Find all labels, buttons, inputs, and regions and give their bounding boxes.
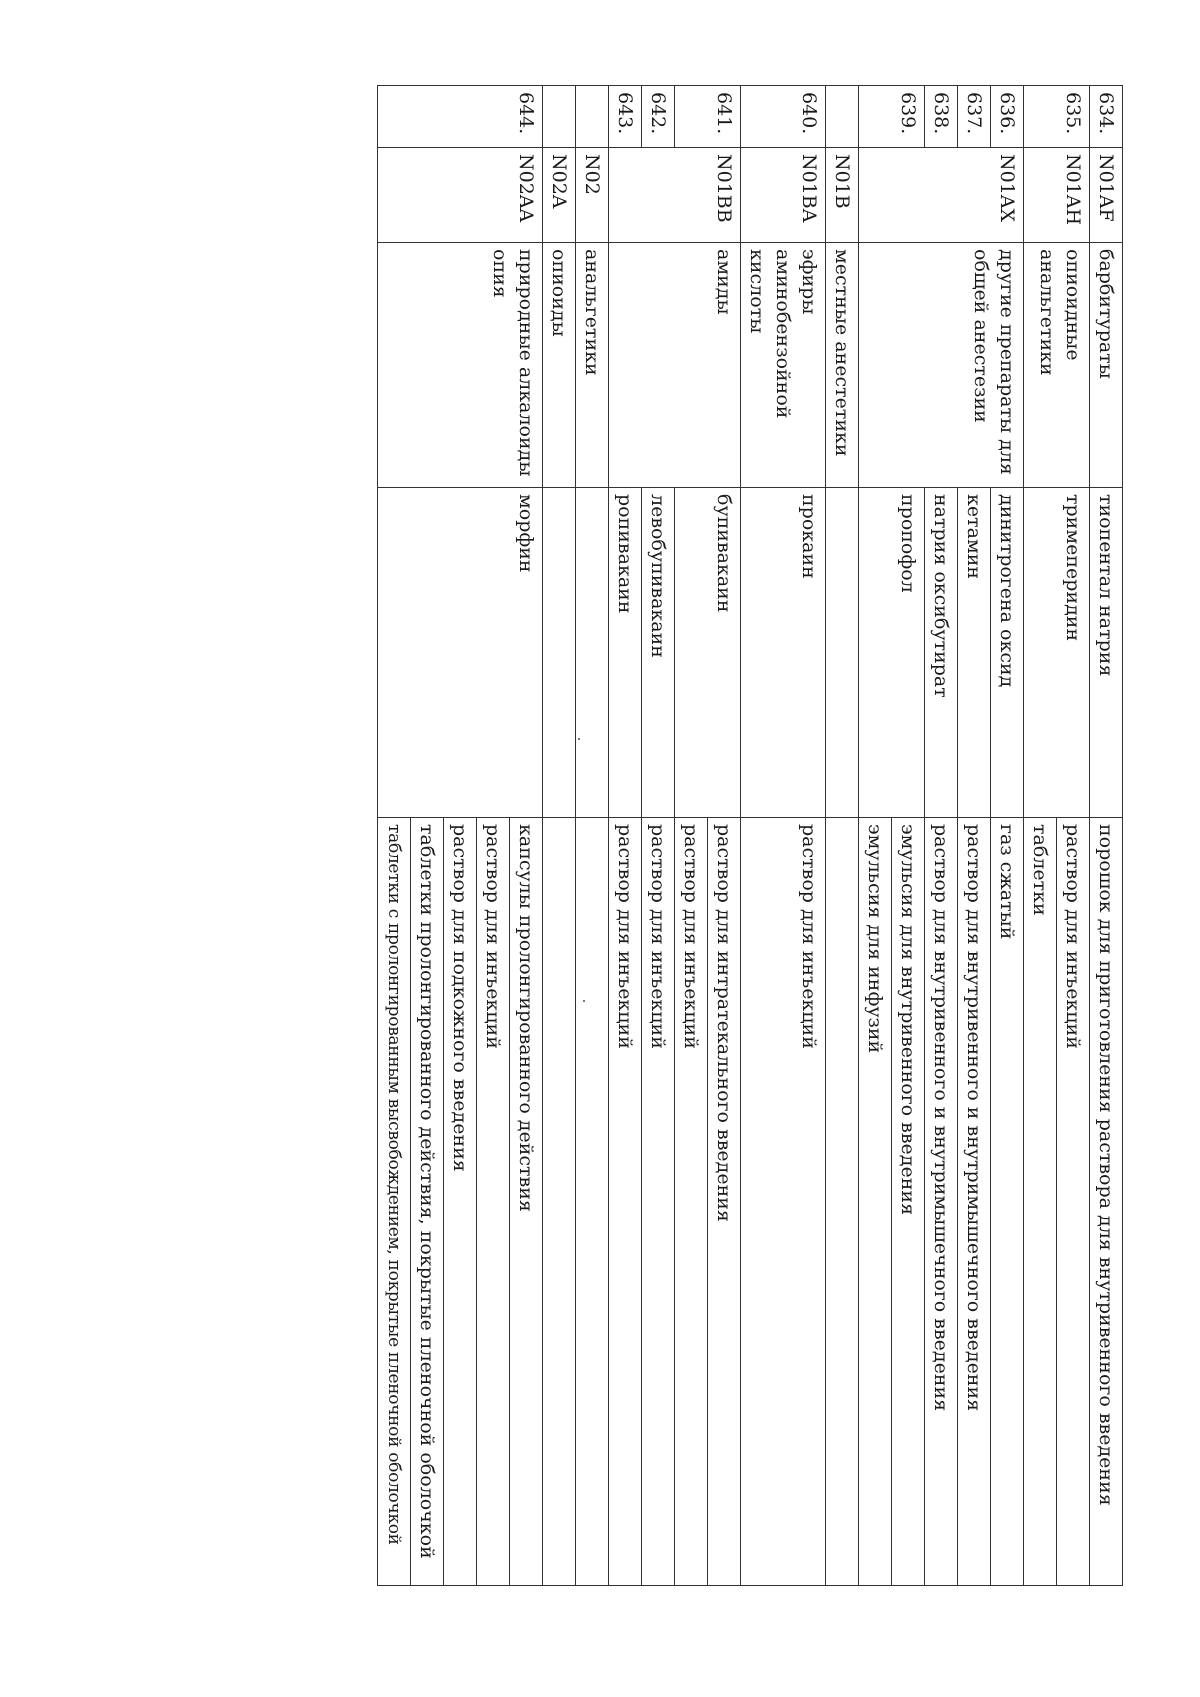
table-row xyxy=(826,86,859,1586)
dosage-form: раствор для интратекального введения xyxy=(708,818,741,1586)
table-row xyxy=(576,86,609,1586)
dosage-form: раствор для инъекций xyxy=(609,818,642,1586)
atc-group: опиоидные анальгетики xyxy=(1024,243,1090,488)
drug-name: левобупивакаин xyxy=(642,488,675,818)
row-number xyxy=(543,86,576,148)
table-row xyxy=(510,86,543,1586)
row-number: 640. xyxy=(741,86,826,148)
drug-name: морфин xyxy=(378,488,543,818)
dosage-form: раствор для подкожного введения xyxy=(444,818,477,1586)
table-row xyxy=(1090,86,1123,1586)
drug-name: кетамин xyxy=(958,488,991,818)
table-row xyxy=(543,86,576,1586)
atc-code: N01AX xyxy=(859,148,1024,243)
drug-name: динитрогена оксид xyxy=(991,488,1024,818)
row-number: 643. xyxy=(609,86,642,148)
dosage-form: раствор для инъекций xyxy=(1057,818,1090,1586)
drug-name: ропивакаин xyxy=(609,488,642,818)
atc-code: N01BB xyxy=(609,148,741,243)
dosage-form: раствор для инъекций xyxy=(675,818,708,1586)
drug-name xyxy=(826,488,859,818)
atc-group: амиды xyxy=(609,243,741,488)
drug-name: тримеперидин xyxy=(1024,488,1090,818)
dosage-form: таблетки с пролонгированным высвобождением, покрытые пленочной оболочкой xyxy=(378,818,411,1586)
dosage-form: раствор для внутривенного и внутримышечного введения xyxy=(958,818,991,1586)
drug-name: прокаин xyxy=(741,488,826,818)
atc-group: местные анестетики xyxy=(826,243,859,488)
row-number: 637. xyxy=(958,86,991,148)
atc-code: N01AF xyxy=(1090,148,1123,243)
dosage-form xyxy=(576,818,609,1586)
atc-code: N01B xyxy=(826,148,859,243)
row-number xyxy=(576,86,609,148)
drug-name: тиопентал натрия xyxy=(1090,488,1123,818)
row-number: 634. xyxy=(1090,86,1123,148)
atc-code: N02AA xyxy=(378,148,543,243)
dosage-form: порошок для приготовления раствора для внутривенного введения xyxy=(1090,818,1123,1586)
dosage-form: раствор для инъекций xyxy=(477,818,510,1586)
row-number: 635. xyxy=(1024,86,1090,148)
dosage-form xyxy=(826,818,859,1586)
atc-code: N02A xyxy=(543,148,576,243)
atc-group: эфиры аминобензойной кислоты xyxy=(741,243,826,488)
row-number xyxy=(826,86,859,148)
atc-group: опиоиды xyxy=(543,243,576,488)
table-row xyxy=(1057,86,1090,1586)
row-number: 642. xyxy=(642,86,675,148)
row-number: 644. xyxy=(378,86,543,148)
drug-name: бупивакаин xyxy=(675,488,741,818)
dosage-form xyxy=(543,818,576,1586)
row-number: 638. xyxy=(925,86,958,148)
atc-code: N01BA xyxy=(741,148,826,243)
drug-list-table xyxy=(377,85,1123,1586)
dosage-form: газ сжатый xyxy=(991,818,1024,1586)
row-number: 636. xyxy=(991,86,1024,148)
drug-name xyxy=(576,488,609,818)
drug-name xyxy=(543,488,576,818)
drug-name: пропофол xyxy=(859,488,925,818)
dosage-form: эмульсия для внутривенного введения xyxy=(892,818,925,1586)
rotated-page xyxy=(183,85,1123,1585)
table-row xyxy=(741,86,826,1586)
atc-code: N02 xyxy=(576,148,609,243)
atc-code: N01AH xyxy=(1024,148,1090,243)
table-row xyxy=(708,86,741,1586)
atc-group: природные алкалоиды опия xyxy=(378,243,543,488)
dosage-form: раствор для инъекций xyxy=(741,818,826,1586)
table-row xyxy=(991,86,1024,1586)
dosage-form: капсулы пролонгированного действия xyxy=(510,818,543,1586)
dosage-form: раствор для внутривенного и внутримышечного введения xyxy=(925,818,958,1586)
dosage-form: раствор для инъекций xyxy=(642,818,675,1586)
atc-group: другие препараты для общей анестезии xyxy=(859,243,1024,488)
atc-group: анальгетики xyxy=(576,243,609,488)
dosage-form: таблетки xyxy=(1024,818,1057,1586)
row-number: 639. xyxy=(859,86,925,148)
drug-name: натрия оксибутират xyxy=(925,488,958,818)
row-number: 641. xyxy=(675,86,741,148)
dosage-form: эмульсия для инфузий xyxy=(859,818,892,1586)
dosage-form: таблетки пролонгированного действия, покрытые пленочной оболочкой xyxy=(411,818,444,1586)
atc-group: барбитураты xyxy=(1090,243,1123,488)
